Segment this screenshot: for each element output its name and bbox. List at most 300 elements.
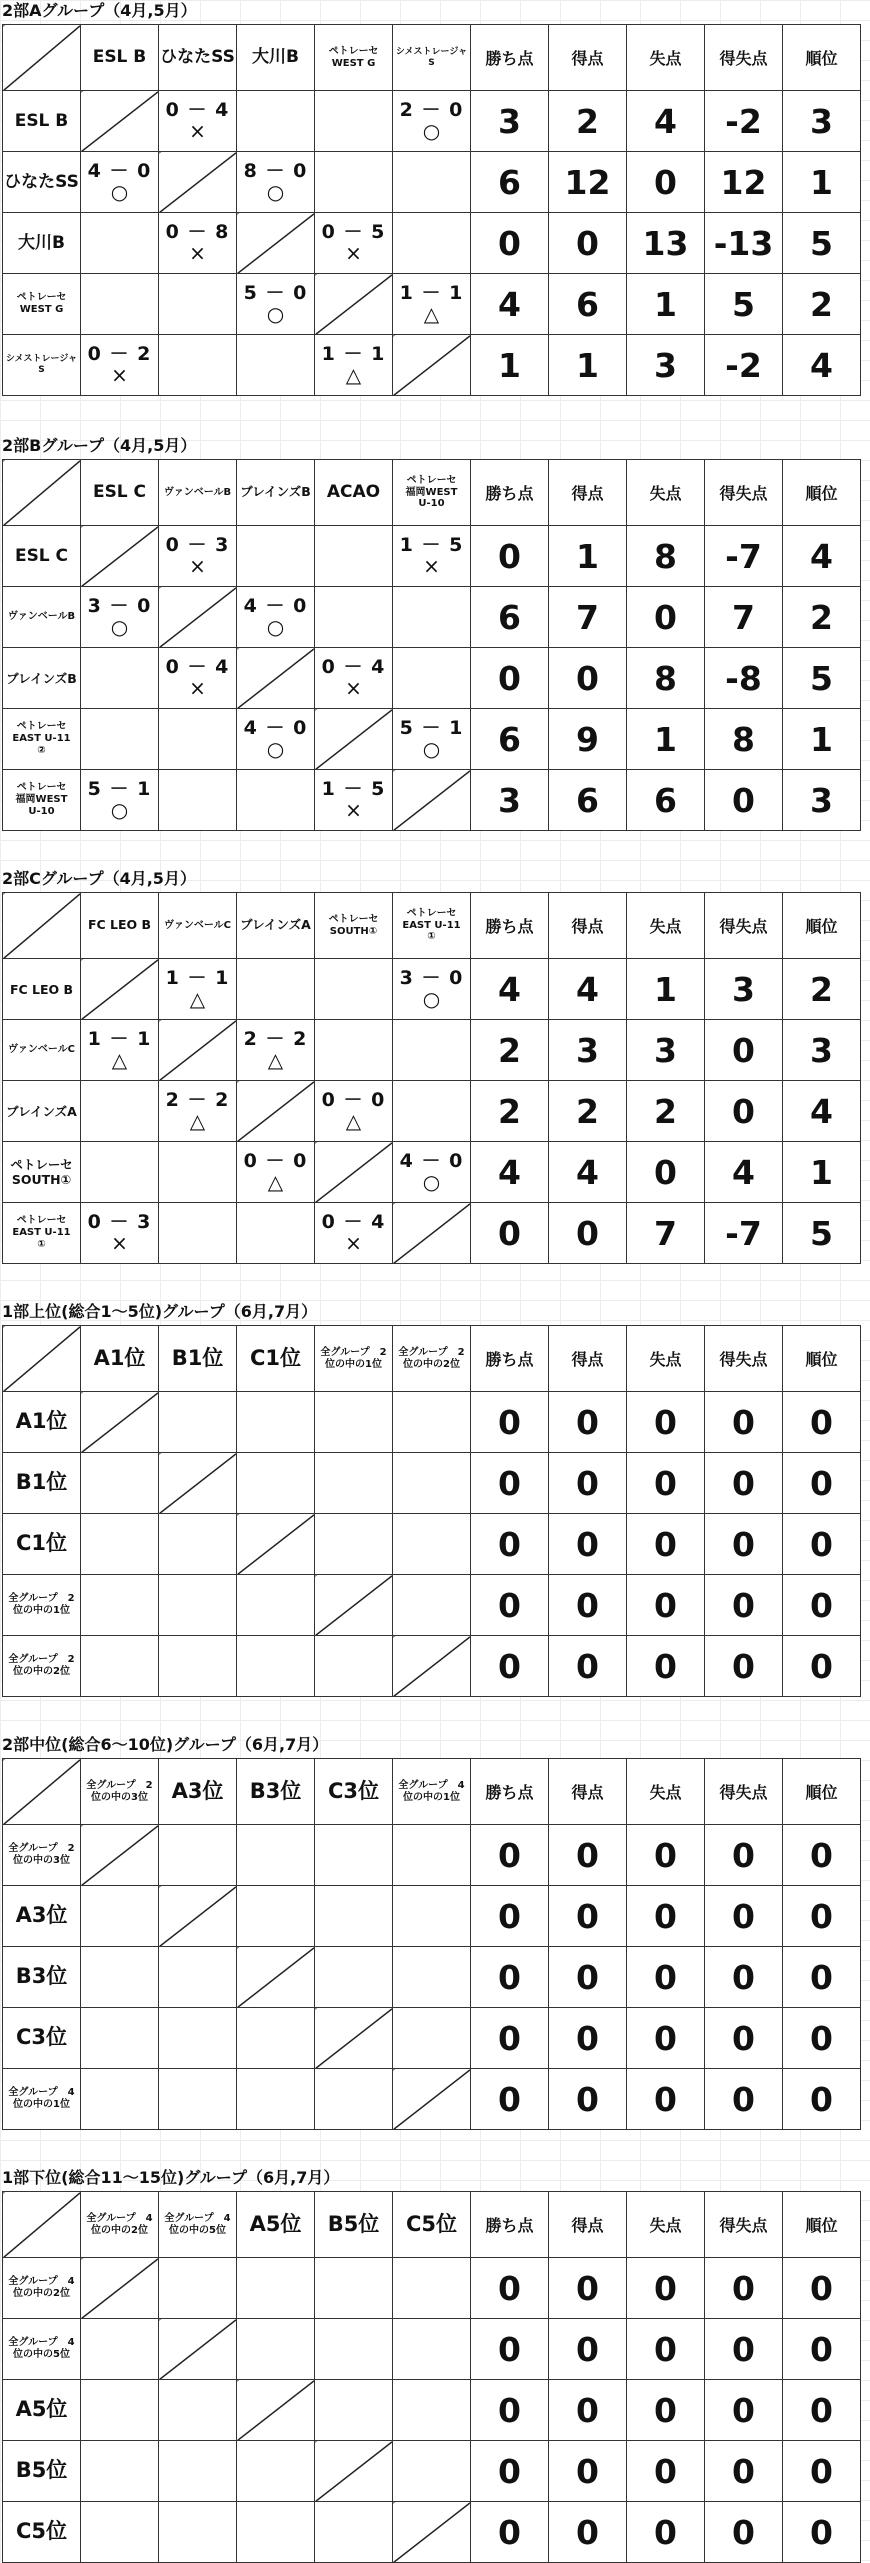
stat-value: 0 bbox=[783, 2502, 861, 2563]
match-cell bbox=[81, 2380, 159, 2441]
stat-column-header: 失点 bbox=[627, 1326, 705, 1392]
stat-value: 0 bbox=[627, 1142, 705, 1203]
match-cell bbox=[315, 587, 393, 648]
header-line: ヴァンベールB bbox=[163, 486, 232, 498]
match-score: 5 － 1 bbox=[87, 777, 152, 800]
self-match-cell bbox=[81, 526, 159, 587]
stat-value: 4 bbox=[705, 1142, 783, 1203]
row-label-line: 位の中の5位 bbox=[13, 2349, 70, 2360]
match-result bbox=[315, 1090, 392, 1133]
stat-value: 0 bbox=[783, 1947, 861, 2008]
row-label-line: 全グループ 2 bbox=[8, 1654, 75, 1665]
stat-value: 0 bbox=[471, 1825, 549, 1886]
team-row bbox=[3, 2380, 861, 2441]
self-match-cell bbox=[159, 2319, 237, 2380]
group-title: 2部Bグループ（4月,5月） bbox=[2, 436, 197, 455]
team-column-header bbox=[237, 460, 315, 526]
stat-value: 4 bbox=[471, 274, 549, 335]
stat-value: 0 bbox=[471, 1514, 549, 1575]
team-row bbox=[3, 1514, 861, 1575]
stat-value: 2 bbox=[549, 91, 627, 152]
team-row bbox=[3, 91, 861, 152]
team-column-header bbox=[159, 1759, 237, 1825]
match-result bbox=[393, 100, 470, 143]
match-result bbox=[315, 657, 392, 700]
stat-value: 0 bbox=[705, 2502, 783, 2563]
header-line: 全グループ 2 bbox=[86, 1780, 153, 1791]
stat-value: 0 bbox=[783, 2380, 861, 2441]
stat-value: 4 bbox=[783, 1081, 861, 1142]
match-cell bbox=[393, 2319, 471, 2380]
match-cell bbox=[315, 1636, 393, 1697]
team-column-header bbox=[159, 460, 237, 526]
match-cell bbox=[81, 587, 159, 648]
match-cell bbox=[237, 959, 315, 1020]
team-column-header bbox=[159, 893, 237, 959]
match-cell bbox=[81, 709, 159, 770]
row-label-line: 位の中の2位 bbox=[13, 1666, 70, 1677]
match-cell bbox=[315, 2380, 393, 2441]
stat-value: 0 bbox=[627, 2441, 705, 2502]
team-column-header bbox=[81, 25, 159, 91]
team-row-label bbox=[3, 213, 81, 274]
header-line: 全グループ 2 bbox=[320, 1347, 387, 1358]
team-row bbox=[3, 1081, 861, 1142]
stat-column-header: 勝ち点 bbox=[471, 1326, 549, 1392]
stat-value: 0 bbox=[705, 770, 783, 831]
result-mark: × bbox=[345, 798, 362, 823]
team-row bbox=[3, 1575, 861, 1636]
stat-column-header: 順位 bbox=[783, 25, 861, 91]
result-mark: × bbox=[189, 554, 206, 579]
stat-value: 6 bbox=[627, 770, 705, 831]
match-result bbox=[81, 161, 158, 204]
team-row bbox=[3, 1825, 861, 1886]
match-cell bbox=[159, 648, 237, 709]
match-score: 3 － 0 bbox=[87, 594, 152, 617]
stat-value: 0 bbox=[627, 2258, 705, 2319]
row-label-line: C5位 bbox=[15, 2519, 68, 2544]
match-cell bbox=[81, 648, 159, 709]
stat-value: 6 bbox=[549, 770, 627, 831]
stat-value: 4 bbox=[471, 959, 549, 1020]
corner-cell bbox=[3, 460, 81, 526]
match-cell bbox=[315, 2502, 393, 2563]
self-match-cell bbox=[81, 1825, 159, 1886]
match-cell bbox=[315, 1947, 393, 2008]
self-match-cell bbox=[159, 587, 237, 648]
match-cell bbox=[81, 213, 159, 274]
match-cell bbox=[81, 770, 159, 831]
match-cell bbox=[393, 2380, 471, 2441]
match-result bbox=[159, 657, 236, 700]
stat-value: 0 bbox=[627, 1453, 705, 1514]
stat-column-header: 失点 bbox=[627, 1759, 705, 1825]
stat-value: 0 bbox=[471, 648, 549, 709]
team-row-label bbox=[3, 91, 81, 152]
stat-value: 3 bbox=[471, 770, 549, 831]
stat-value: 0 bbox=[549, 2502, 627, 2563]
match-result bbox=[315, 222, 392, 265]
header-line: A5位 bbox=[249, 2212, 302, 2237]
stat-value: -13 bbox=[705, 213, 783, 274]
stat-value: -7 bbox=[705, 1203, 783, 1264]
match-cell bbox=[81, 1081, 159, 1142]
team-column-header bbox=[237, 1326, 315, 1392]
header-line: ① bbox=[427, 931, 436, 943]
team-row bbox=[3, 274, 861, 335]
self-match-cell bbox=[315, 1142, 393, 1203]
team-row-label bbox=[3, 274, 81, 335]
team-row-label bbox=[3, 1142, 81, 1203]
stat-value: 5 bbox=[783, 648, 861, 709]
header-line: ひなたSS bbox=[160, 46, 235, 67]
match-cell bbox=[159, 1081, 237, 1142]
row-label-line: ESL C bbox=[14, 545, 69, 566]
stat-value: 0 bbox=[549, 1514, 627, 1575]
match-cell bbox=[159, 2258, 237, 2319]
stat-value: 0 bbox=[783, 1453, 861, 1514]
stat-value: 0 bbox=[549, 648, 627, 709]
self-match-cell bbox=[237, 1514, 315, 1575]
stat-column-header: 順位 bbox=[783, 1759, 861, 1825]
row-label-line: ペトレーセ bbox=[10, 1157, 73, 1172]
stat-column-header: 順位 bbox=[783, 893, 861, 959]
stat-value: 8 bbox=[705, 709, 783, 770]
match-cell bbox=[237, 1886, 315, 1947]
group-title: 2部中位(総合6～10位)グループ（6月,7月） bbox=[2, 1735, 329, 1754]
match-cell bbox=[159, 91, 237, 152]
stat-value: 13 bbox=[627, 213, 705, 274]
row-label-line: シメストレージャS bbox=[5, 354, 78, 375]
match-cell bbox=[159, 1947, 237, 2008]
row-label-line: A1位 bbox=[15, 1409, 68, 1434]
stat-value: 0 bbox=[549, 1947, 627, 2008]
team-column-header bbox=[315, 25, 393, 91]
team-row-label bbox=[3, 959, 81, 1020]
stat-value: 0 bbox=[471, 2502, 549, 2563]
stat-value: -2 bbox=[705, 335, 783, 396]
team-row bbox=[3, 152, 861, 213]
team-column-header bbox=[315, 460, 393, 526]
stat-value: 1 bbox=[549, 526, 627, 587]
match-result bbox=[237, 283, 314, 326]
team-column-header bbox=[393, 1326, 471, 1392]
stat-value: 9 bbox=[549, 709, 627, 770]
header-row bbox=[3, 25, 861, 91]
header-line: A3位 bbox=[171, 1779, 224, 1804]
stat-value: 1 bbox=[627, 274, 705, 335]
match-cell bbox=[81, 2319, 159, 2380]
match-cell bbox=[159, 274, 237, 335]
stat-value: 2 bbox=[783, 274, 861, 335]
stat-value: 2 bbox=[471, 1081, 549, 1142]
match-score: 0 － 5 bbox=[321, 220, 386, 243]
stat-value: 12 bbox=[705, 152, 783, 213]
match-cell bbox=[237, 2008, 315, 2069]
match-result bbox=[237, 718, 314, 761]
match-result bbox=[159, 222, 236, 265]
team-column-header bbox=[159, 25, 237, 91]
row-label-line: C1位 bbox=[15, 1531, 68, 1556]
stat-value: 0 bbox=[549, 1453, 627, 1514]
stat-value: 0 bbox=[549, 1203, 627, 1264]
row-label-line: WEST G bbox=[19, 304, 64, 315]
self-match-cell bbox=[159, 1453, 237, 1514]
match-cell bbox=[393, 959, 471, 1020]
self-match-cell bbox=[237, 1947, 315, 2008]
self-match-cell bbox=[393, 335, 471, 396]
header-line: ペトレーセ bbox=[328, 46, 379, 57]
match-cell bbox=[81, 1142, 159, 1203]
row-label-line: A3位 bbox=[15, 1903, 68, 1928]
header-line: SOUTH① bbox=[329, 925, 378, 937]
header-line: B5位 bbox=[327, 2212, 380, 2237]
header-line: ACAO bbox=[326, 481, 381, 502]
stat-column-header: 失点 bbox=[627, 25, 705, 91]
match-cell bbox=[393, 1020, 471, 1081]
stat-value: 2 bbox=[471, 1020, 549, 1081]
result-mark: × bbox=[111, 1231, 128, 1256]
row-label-line: ペトレーセ bbox=[16, 292, 67, 303]
match-score: 4 － 0 bbox=[243, 594, 308, 617]
result-mark: ○ bbox=[422, 737, 441, 762]
stat-value: 8 bbox=[627, 526, 705, 587]
match-cell bbox=[81, 274, 159, 335]
stat-value: 3 bbox=[627, 335, 705, 396]
team-row-label bbox=[3, 1575, 81, 1636]
row-label-line: ブレインズB bbox=[6, 670, 77, 686]
stat-value: 0 bbox=[549, 2441, 627, 2502]
stat-value: 0 bbox=[627, 1947, 705, 2008]
stat-value: 0 bbox=[549, 2319, 627, 2380]
result-mark: △ bbox=[189, 1109, 206, 1134]
stat-value: 4 bbox=[783, 526, 861, 587]
match-cell bbox=[159, 2441, 237, 2502]
match-score: 0 － 0 bbox=[321, 1088, 386, 1111]
match-cell bbox=[81, 2502, 159, 2563]
stat-value: 3 bbox=[783, 770, 861, 831]
match-cell bbox=[393, 91, 471, 152]
group-title: 2部Aグループ（4月,5月） bbox=[2, 1, 197, 20]
stat-value: 3 bbox=[549, 1020, 627, 1081]
team-column-header bbox=[159, 1326, 237, 1392]
team-column-header bbox=[315, 893, 393, 959]
stat-value: 0 bbox=[471, 2441, 549, 2502]
team-row-label bbox=[3, 2502, 81, 2563]
stat-value: 0 bbox=[705, 1020, 783, 1081]
match-cell bbox=[315, 2258, 393, 2319]
match-result bbox=[159, 100, 236, 143]
stat-column-header: 得失点 bbox=[705, 25, 783, 91]
stat-column-header: 勝ち点 bbox=[471, 460, 549, 526]
match-cell bbox=[159, 1203, 237, 1264]
match-result bbox=[393, 968, 470, 1011]
result-mark: ○ bbox=[110, 615, 129, 640]
stat-value: 1 bbox=[783, 1142, 861, 1203]
stat-value: 0 bbox=[705, 2258, 783, 2319]
row-label-line: 全グループ 4 bbox=[8, 2337, 75, 2348]
stat-value: 0 bbox=[549, 2069, 627, 2130]
row-label-line: C3位 bbox=[15, 2025, 68, 2050]
result-mark: ○ bbox=[422, 987, 441, 1012]
corner-cell bbox=[3, 25, 81, 91]
self-match-cell bbox=[237, 1081, 315, 1142]
match-cell bbox=[237, 2319, 315, 2380]
header-line: C3位 bbox=[327, 1779, 380, 1804]
header-line: C5位 bbox=[405, 2212, 458, 2237]
match-cell bbox=[315, 1886, 393, 1947]
match-cell bbox=[315, 526, 393, 587]
stat-column-header: 得点 bbox=[549, 2192, 627, 2258]
stat-value: 0 bbox=[549, 2008, 627, 2069]
match-cell bbox=[237, 2069, 315, 2130]
row-label-line: ひなたSS bbox=[4, 171, 79, 192]
stat-value: 0 bbox=[705, 1392, 783, 1453]
team-row-label bbox=[3, 1020, 81, 1081]
stat-value: 0 bbox=[705, 1453, 783, 1514]
header-line: ESL B bbox=[92, 46, 147, 67]
match-cell bbox=[237, 1020, 315, 1081]
stat-value: 5 bbox=[783, 1203, 861, 1264]
match-cell bbox=[81, 1453, 159, 1514]
match-cell bbox=[81, 152, 159, 213]
stat-value: 0 bbox=[627, 2008, 705, 2069]
match-cell bbox=[315, 1825, 393, 1886]
header-line: B3位 bbox=[249, 1779, 302, 1804]
corner-cell bbox=[3, 893, 81, 959]
row-label-line: 福岡WEST bbox=[15, 794, 68, 805]
header-line: 大川B bbox=[252, 46, 299, 67]
stat-value: 0 bbox=[549, 213, 627, 274]
team-row bbox=[3, 2008, 861, 2069]
team-row-label bbox=[3, 1825, 81, 1886]
stat-value: 0 bbox=[627, 2069, 705, 2130]
match-cell bbox=[315, 1203, 393, 1264]
match-cell bbox=[393, 152, 471, 213]
team-column-header bbox=[237, 25, 315, 91]
stat-value: 4 bbox=[627, 91, 705, 152]
stat-value: 0 bbox=[471, 1453, 549, 1514]
standings-table bbox=[2, 24, 861, 396]
header-line: 福岡WEST bbox=[405, 486, 458, 498]
match-cell bbox=[237, 1453, 315, 1514]
result-mark: △ bbox=[267, 1048, 284, 1073]
match-cell bbox=[81, 1636, 159, 1697]
team-column-header bbox=[393, 1759, 471, 1825]
match-cell bbox=[159, 1825, 237, 1886]
stat-column-header: 失点 bbox=[627, 2192, 705, 2258]
match-cell bbox=[159, 1392, 237, 1453]
match-cell bbox=[237, 526, 315, 587]
match-cell bbox=[159, 526, 237, 587]
match-score: 1 － 1 bbox=[321, 342, 386, 365]
header-line: 全グループ 4 bbox=[398, 1780, 465, 1791]
stat-value: 3 bbox=[705, 959, 783, 1020]
team-row bbox=[3, 1203, 861, 1264]
group-title: 1部上位(総合1～5位)グループ（6月,7月） bbox=[2, 1302, 318, 1321]
stat-value: 2 bbox=[549, 1081, 627, 1142]
row-label-line: B1位 bbox=[15, 1470, 68, 1495]
stat-column-header: 勝ち点 bbox=[471, 893, 549, 959]
match-result bbox=[237, 596, 314, 639]
match-cell bbox=[393, 2441, 471, 2502]
stat-column-header: 得点 bbox=[549, 1759, 627, 1825]
match-cell bbox=[315, 335, 393, 396]
match-score: 2 － 2 bbox=[165, 1088, 230, 1111]
header-row bbox=[3, 460, 861, 526]
result-mark: × bbox=[345, 241, 362, 266]
match-cell bbox=[315, 1453, 393, 1514]
team-column-header bbox=[393, 893, 471, 959]
match-cell bbox=[237, 91, 315, 152]
standings-table bbox=[2, 1758, 861, 2130]
team-row bbox=[3, 526, 861, 587]
stat-value: 1 bbox=[627, 959, 705, 1020]
result-mark: ○ bbox=[422, 119, 441, 144]
match-cell bbox=[237, 1636, 315, 1697]
stat-value: 0 bbox=[627, 1825, 705, 1886]
stat-value: 0 bbox=[705, 1575, 783, 1636]
stat-value: 0 bbox=[627, 1514, 705, 1575]
team-row bbox=[3, 770, 861, 831]
match-cell bbox=[159, 1142, 237, 1203]
stat-value: 4 bbox=[471, 1142, 549, 1203]
stat-value: 0 bbox=[783, 2258, 861, 2319]
match-result bbox=[81, 1212, 158, 1255]
stat-value: 3 bbox=[783, 91, 861, 152]
match-result bbox=[393, 283, 470, 326]
team-row bbox=[3, 213, 861, 274]
match-result bbox=[315, 1212, 392, 1255]
match-cell bbox=[393, 1514, 471, 1575]
self-match-cell bbox=[393, 770, 471, 831]
match-cell bbox=[81, 1575, 159, 1636]
stat-value: 0 bbox=[471, 1392, 549, 1453]
stat-value: 0 bbox=[471, 1636, 549, 1697]
team-row-label bbox=[3, 1514, 81, 1575]
result-mark: ○ bbox=[110, 180, 129, 205]
corner-cell bbox=[3, 1326, 81, 1392]
match-result bbox=[159, 968, 236, 1011]
match-cell bbox=[237, 2502, 315, 2563]
stat-value: 0 bbox=[705, 2008, 783, 2069]
match-cell bbox=[315, 2069, 393, 2130]
stat-value: 1 bbox=[627, 709, 705, 770]
team-row bbox=[3, 1947, 861, 2008]
match-cell bbox=[81, 1514, 159, 1575]
match-cell bbox=[81, 2008, 159, 2069]
header-line: 位の中の1位 bbox=[403, 1791, 460, 1803]
match-score: 5 － 1 bbox=[399, 716, 464, 739]
stat-column-header: 勝ち点 bbox=[471, 25, 549, 91]
match-score: 1 － 1 bbox=[399, 281, 464, 304]
match-cell bbox=[315, 91, 393, 152]
stat-value: 0 bbox=[549, 1636, 627, 1697]
team-row-label bbox=[3, 2069, 81, 2130]
self-match-cell bbox=[237, 213, 315, 274]
stat-value: 0 bbox=[471, 1886, 549, 1947]
row-label-line: FC LEO B bbox=[9, 981, 74, 997]
stat-value: 0 bbox=[783, 2319, 861, 2380]
match-score: 0 － 4 bbox=[321, 655, 386, 678]
team-row bbox=[3, 1453, 861, 1514]
stat-value: 0 bbox=[627, 1636, 705, 1697]
team-row-label bbox=[3, 1392, 81, 1453]
stat-value: 0 bbox=[471, 2380, 549, 2441]
match-cell bbox=[159, 2069, 237, 2130]
stat-value: 7 bbox=[627, 1203, 705, 1264]
